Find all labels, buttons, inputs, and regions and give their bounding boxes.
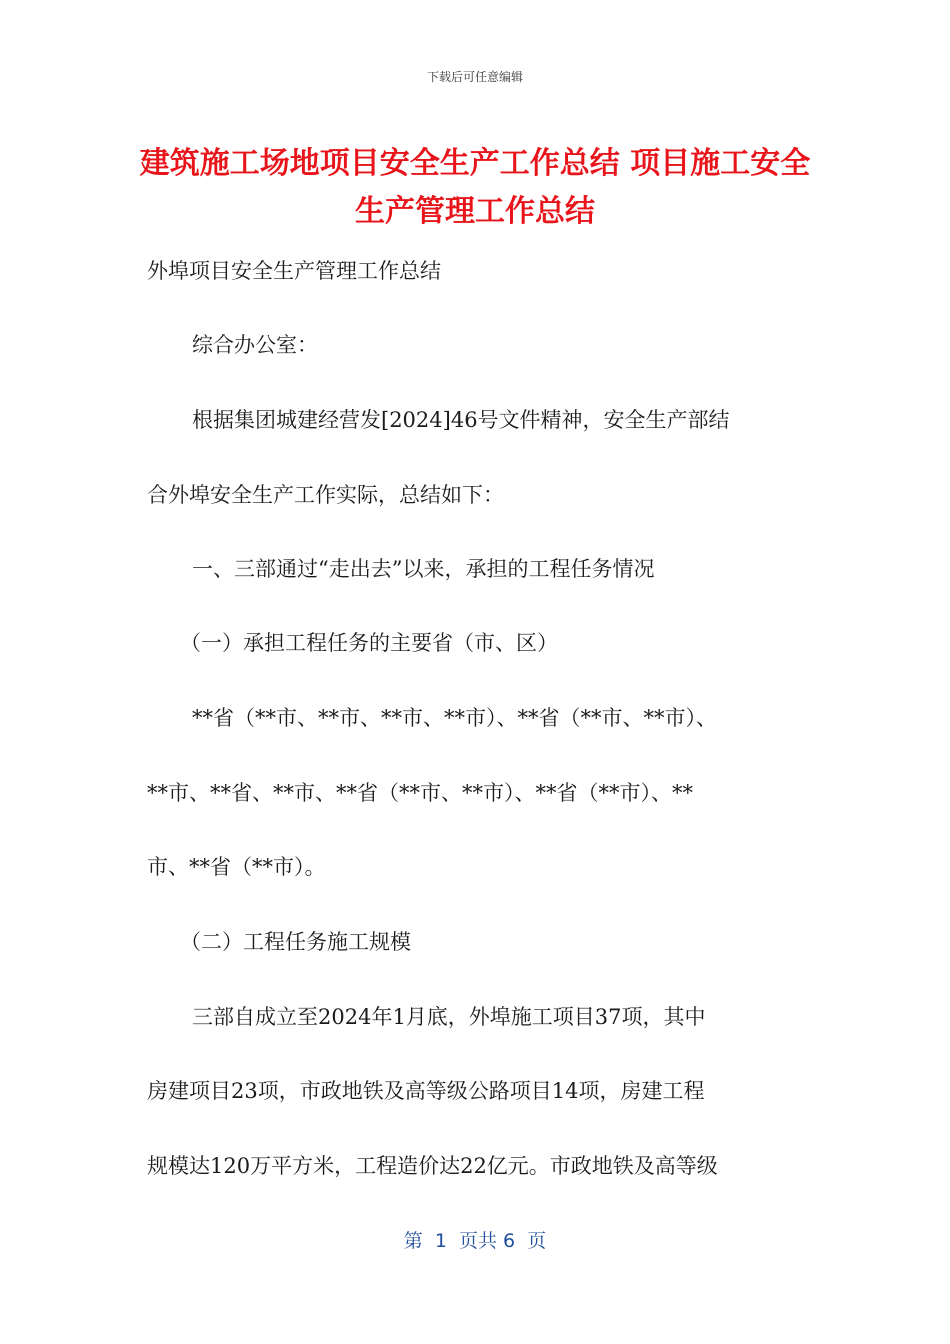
body-line-scale-a: 三部自成立至2024年1月底，外埠施工项目37项，其中 — [192, 1005, 706, 1029]
body-line-provinces-b: **市、**省、**市、**省（**市、**市）、**省（**市）、** — [147, 781, 693, 805]
body-line-subsection-2: （二）工程任务施工规模 — [180, 930, 411, 954]
body-line-provinces-c: 市、**省（**市）。 — [147, 855, 326, 879]
body-line-provinces-a: **省（**市、**市、**市、**市）、**省（**市、**市）、 — [192, 706, 717, 730]
body-line-section-1: 一、三部通过“走出去”以来，承担的工程任务情况 — [192, 557, 655, 581]
body-line-recipient: 综合办公室： — [192, 333, 318, 357]
body-line-paragraph-1a: 根据集团城建经营发[2024]46号文件精神，安全生产部结 — [192, 408, 730, 432]
body-line-scale-b: 房建项目23项，市政地铁及高等级公路项目14项，房建工程 — [147, 1079, 705, 1103]
body-line-subtitle: 外埠项目安全生产管理工作总结 — [147, 259, 441, 283]
body-line-scale-c: 规模达120万平方米，工程造价达22亿元。市政地铁及高等级 — [147, 1154, 718, 1178]
body-line-subsection-1: （一）承担工程任务的主要省（市、区） — [180, 631, 558, 655]
header-note: 下载后可任意编辑 — [426, 70, 523, 84]
page-number-footer: 第 1 页共 6 页 — [403, 1230, 547, 1252]
document-title: 建筑施工场地项目安全生产工作总结 项目施工安全生产管理工作总结 — [139, 146, 811, 229]
body-line-paragraph-1b: 合外埠安全生产工作实际，总结如下： — [147, 483, 504, 507]
